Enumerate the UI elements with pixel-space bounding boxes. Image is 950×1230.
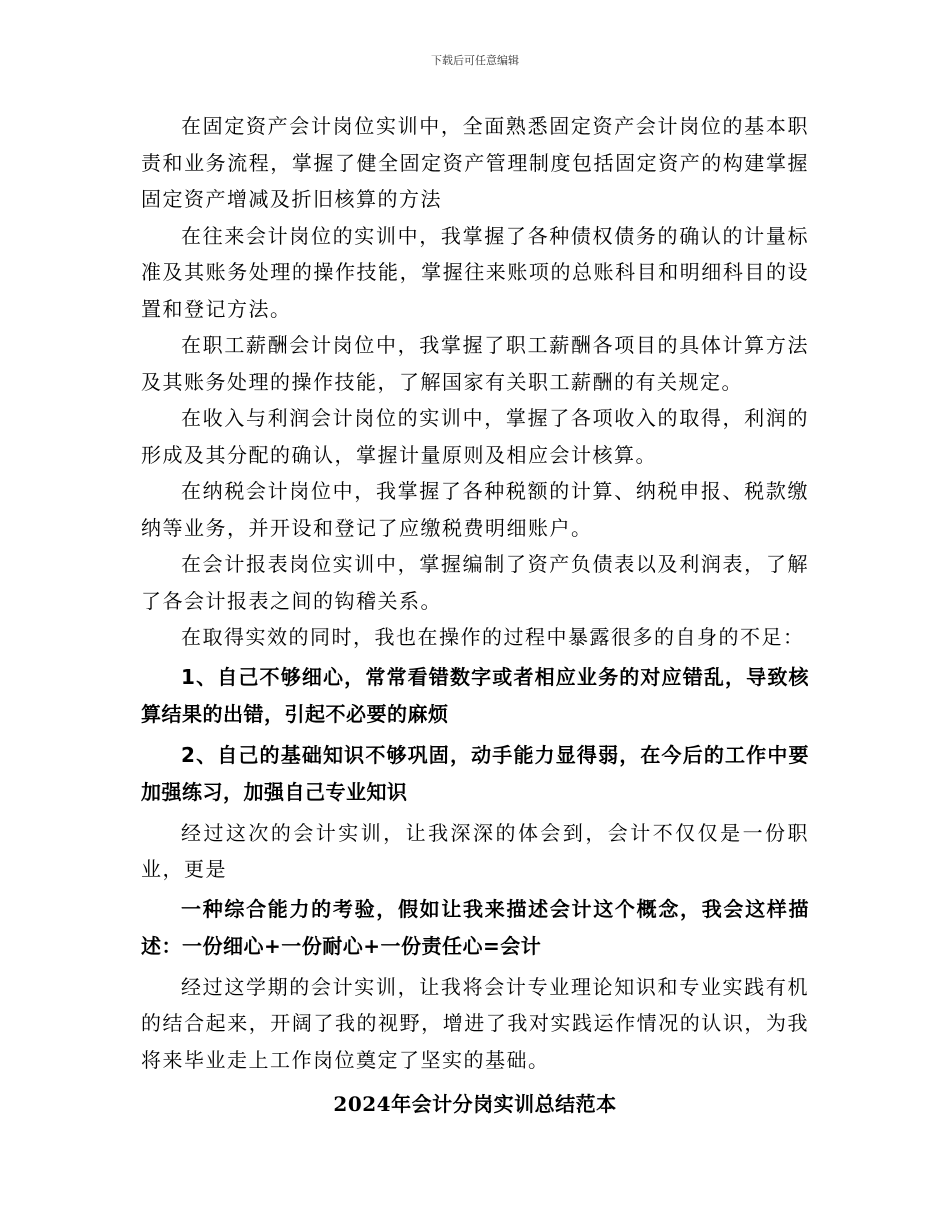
paragraph-reflection: 经过这次的会计实训，让我深深的体会到，会计不仅仅是一份职业，更是 (141, 820, 809, 881)
paragraph-income-profit: 在收入与利润会计岗位的实训中，掌握了各项收入的取得，利润的形成及其分配的确认，掌握计量原则及相应会计核算。 (141, 406, 809, 467)
document-body (141, 108, 809, 1078)
document-title: 2024年会计分岗实训总结范本 (333, 1092, 617, 1116)
paragraph-tax: 在纳税会计岗位中，我掌握了各种税额的计算、纳税申报、税款缴纳等业务，并开设和登记了应缴税费明细账户。 (141, 479, 809, 540)
paragraph-conclusion: 经过这学期的会计实训，让我将会计专业理论知识和专业实践有机的结合起来，开阔了我的视野，增进了我对实践运作情况的认识，为我将来毕业走上工作岗位奠定了坚实的基础。 (141, 974, 809, 1072)
page-header: 下载后可任意编辑 (431, 54, 519, 67)
paragraph-reports: 在会计报表岗位实训中，掌握编制了资产负债表以及利润表，了解了各会计报表之间的钩稽关系。 (141, 552, 809, 613)
paragraph-shortcomings-intro: 在取得实效的同时，我也在操作的过程中暴露很多的自身的不足： (181, 625, 805, 649)
paragraph-payroll: 在职工薪酬会计岗位中，我掌握了职工薪酬各项目的具体计算方法及其账务处理的操作技能，了解国家有关职工薪酬的有关规定。 (141, 333, 809, 394)
paragraph-shortcoming-2: 2、自己的基础知识不够巩固，动手能力显得弱，在今后的工作中要加强练习，加强自己专业知识 (141, 742, 809, 804)
paragraph-definition: 一种综合能力的考验，假如让我来描述会计这个概念，我会这样描述：一份细心+一份耐心+一份责任心=会计 (141, 896, 809, 958)
paragraph-fixed-assets: 在固定资产会计岗位实训中，全面熟悉固定资产会计岗位的基本职责和业务流程，掌握了健全固定资产管理制度包括固定资产的构建掌握固定资产增减及折旧核算的方法 (141, 114, 809, 211)
paragraph-receivables: 在往来会计岗位的实训中，我掌握了各种债权债务的确认的计量标准及其账务处理的操作技能，掌握往来账项的总账科目和明细科目的设置和登记方法。 (141, 223, 809, 321)
paragraph-shortcoming-1: 1、自己不够细心，常常看错数字或者相应业务的对应错乱，导致核算结果的出错，引起不必要的麻烦 (141, 664, 809, 726)
